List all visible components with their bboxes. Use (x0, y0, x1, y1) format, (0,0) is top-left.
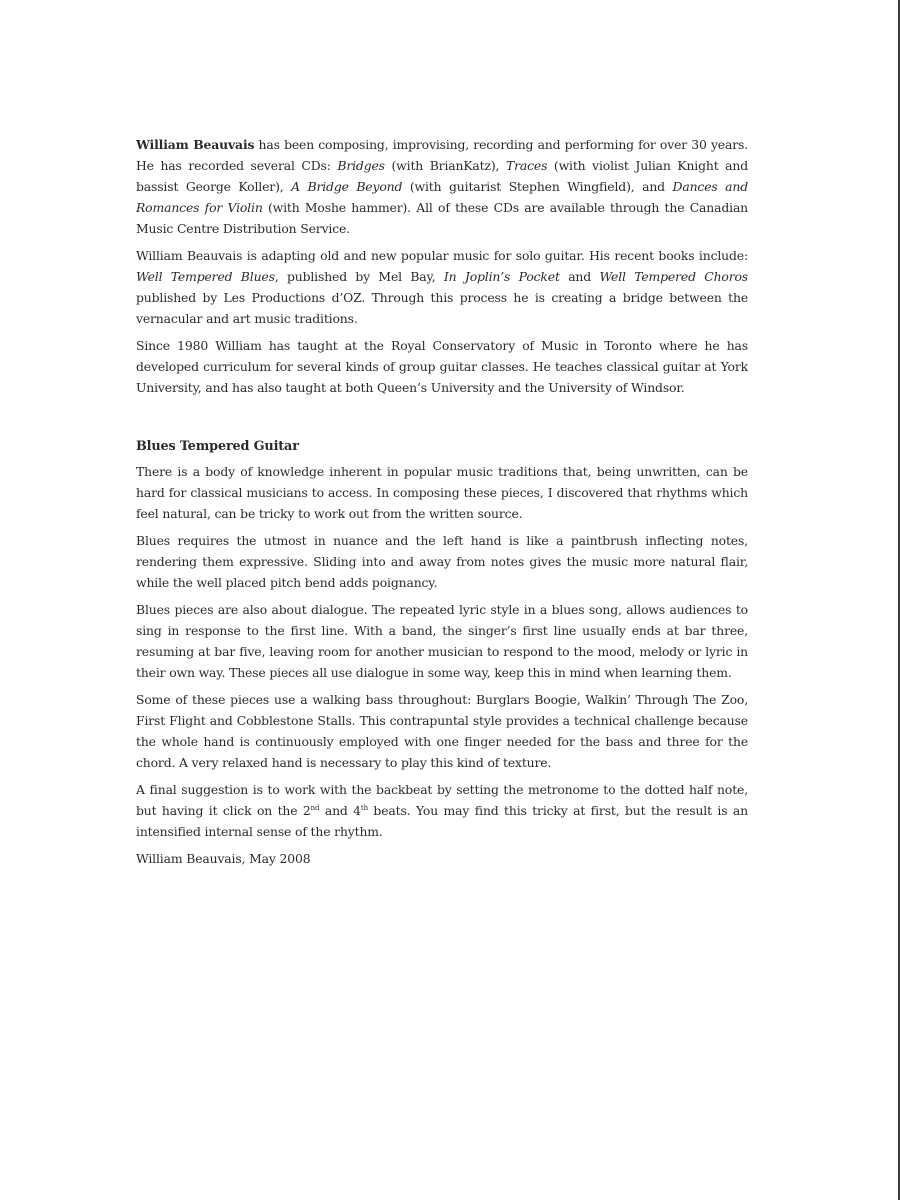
signature: William Beauvais, May 2008 (136, 851, 311, 866)
text-run: has been composing, improvising, recording and performing for over 30 years. He has recorded several CDs: (136, 137, 748, 173)
text-run: beats. You may find this tricky at first, but the result is an intensified internal sense of the rhythm. (136, 803, 748, 839)
text-run: and (559, 269, 600, 284)
text-run: A final suggestion is to work with the backbeat by setting the metronome to the dotted half note, but having it click on the 2 (136, 782, 748, 818)
cd-title-dances-and-romances: Dances and Romances for Violin (136, 179, 748, 215)
text-run: (with guitarist Stephen Wingfield), and (402, 179, 673, 194)
book-title-well-tempered-blues: Well Tempered Blues (136, 269, 275, 284)
ordinal-suffix: nd (310, 803, 320, 812)
author-name: William Beauvais (136, 137, 255, 152)
section-heading: Blues Tempered Guitar (136, 439, 299, 454)
text-run: published by Les Productions d’OZ. Through this process he is creating a bridge between the vernacular and art music traditions. (136, 290, 748, 326)
bio-paragraph-3: Since 1980 William has taught at the Royal Conservatory of Music in Toronto where he has developed curriculum for several kinds of group guitar classes. He teaches classical guitar at York University, and has also taught at both Queen’s University and the University of Windsor. (136, 338, 748, 395)
document-body (136, 134, 748, 875)
section-paragraph-3: Blues pieces are also about dialogue. The repeated lyric style in a blues song, allows audiences to sing in response to the first line. With a band, the singer’s first line usually ends at bar three, resuming at bar five, leaving room for another musician to respond to the mood, melody or lyric in their own way. These pieces all use dialogue in some way, keep this in mind when learning them. (136, 602, 748, 680)
text-run: , published by Mel Bay, (274, 269, 444, 284)
section-paragraph-1: There is a body of knowledge inherent in popular music traditions that, being unwritten, can be hard for classical musicians to access. In composing these pieces, I discovered that rhythms which feel natural, can be tricky to work out from the written source. (136, 464, 748, 521)
section-paragraph-2: Blues requires the utmost in nuance and the left hand is like a paintbrush inflecting notes, rendering them expressive. Sliding into and away from notes gives the music more natural flair, while the well placed pitch bend adds poignancy. (136, 533, 748, 590)
text-run: (with violist Julian Knight and bassist George Koller), (136, 158, 748, 194)
text-run: (with Moshe hammer). All of these CDs are available through the Canadian Music Centre Distribution Service. (136, 200, 749, 236)
cd-title-traces: Traces (505, 158, 548, 173)
section-paragraph-4: Some of these pieces use a walking bass throughout: Burglars Boogie, Walkin’ Through The Zoo, First Flight and Cobblestone Stalls. This contrapuntal style provides a technical challenge because the whole hand is continuously employed with one finger needed for the bass and three for the chord. A very relaxed hand is necessary to play this kind of texture. (136, 692, 748, 770)
cd-title-a-bridge-beyond: A Bridge Beyond (291, 179, 403, 194)
bio-paragraph-2 (136, 245, 748, 329)
ordinal-suffix: th (360, 803, 368, 812)
text-run: William Beauvais is adapting old and new popular music for solo guitar. His recent books include: (136, 248, 748, 263)
text-run: and 4 (319, 803, 361, 818)
section-paragraph-5 (136, 779, 748, 842)
bio-paragraph-1 (136, 134, 748, 239)
book-title-in-joplins-pocket: In Joplin’s Pocket (443, 269, 560, 284)
book-title-well-tempered-choros: Well Tempered Choros (599, 269, 748, 284)
text-run: (with BrianKatz), (384, 158, 506, 173)
cd-title-bridges: Bridges (337, 158, 385, 173)
